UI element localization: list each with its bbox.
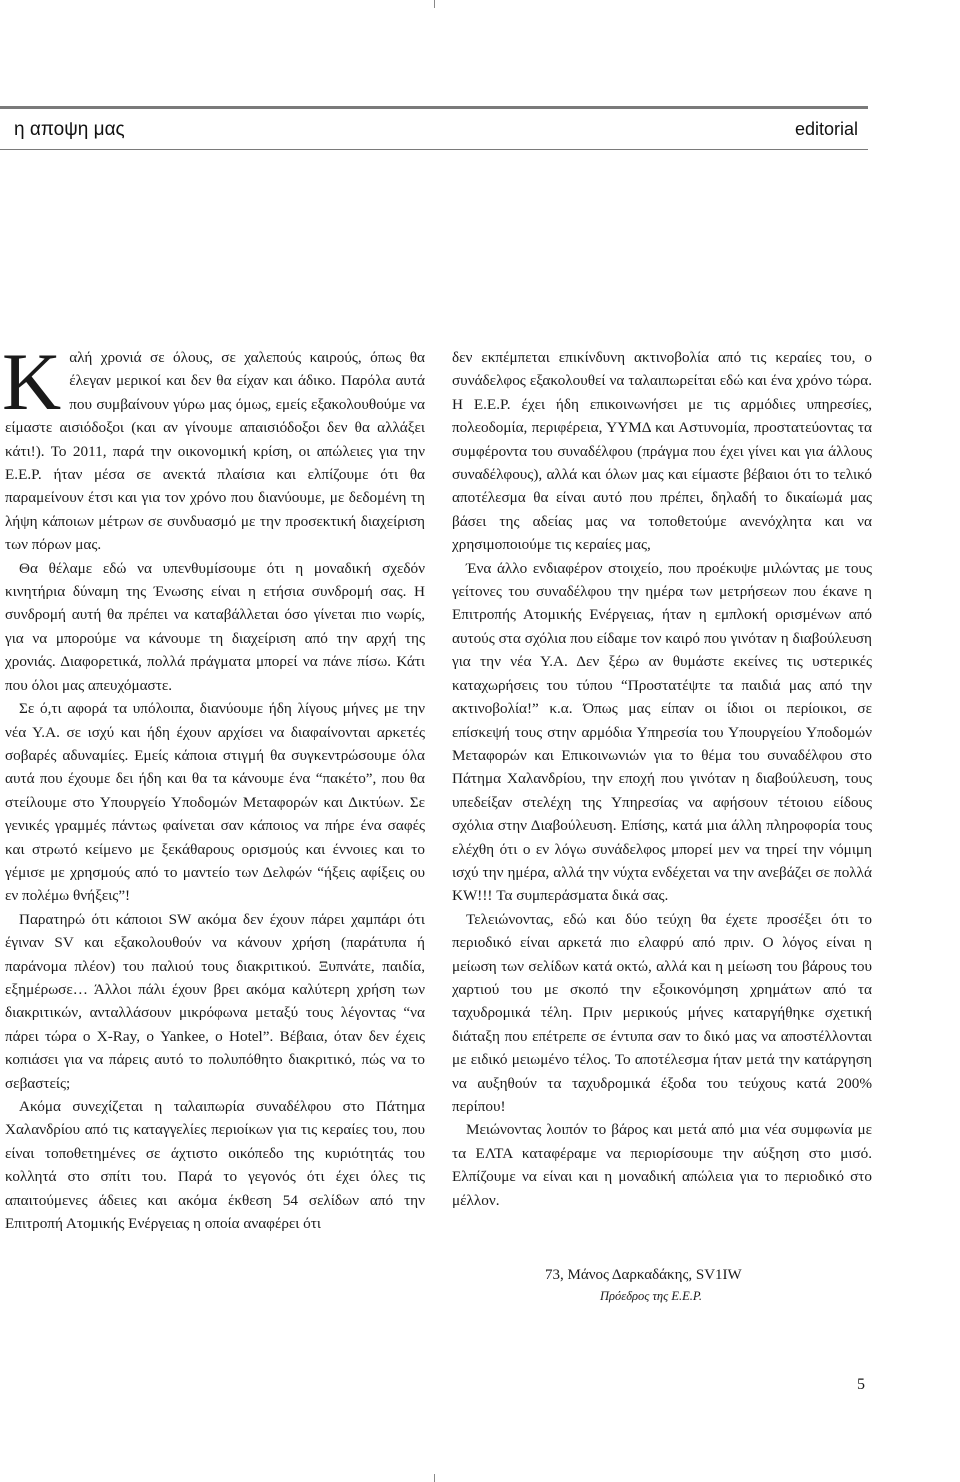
article-paragraph: Παρατηρώ ότι κάποιοι SW ακόμα δεν έχουν πάρει χαμπάρι ότι έγιναν SV και εξακολουθούν να κάνουν χρήση (παράτυπα ή παράνομα πλέον) του παλιού τους διακριτικού. Ξυπνάτε, παιδία, εξημέρωσε… Άλλοι πάλι έχουν βρει ακόμα καλύτερη χρήση των διακριτικών, ανταλλάσουν μικρόφωνα μεταξύ τους λέγοντας “να πάρει τώρα ο X-Ray, ο Yankee, ο Hotel”. Βέβαια, όταν δεν έχεις κοπιάσει για να πάρεις αυτό το πολυπόθητο διακριτικό, πώς να το σεβαστείς; xyxy=(5,910,425,1092)
crop-mark-bottom xyxy=(434,1474,435,1482)
article-paragraph: δεν εκπέμπεται επικίνδυνη ακτινοβολία από τις κεραίες του, ο συνάδελφος εξακολουθεί να ταλαιπωρείται εδώ και ένα χρόνο τώρα. Η Ε.Ε.Ρ. έχει ήδη επικοινωνήσει με τις αρμόδιες υπηρεσίες, πολεοδομία, περιφέρεια, ΥΥΜΔ και Αστυνομία, προστατεύοντας τα συμφέροντα του συναδέλφου (πράγμα που έχει γίνει και για άλλους συναδέλφους), αλλά και όλων μας και είμαστε βέβαιοι ότι το τελικό αποτέλεσμα θα είναι αυτό που πρέπει, δηλαδή το δικαίωμά μας βάσει της αδείας μας να τοποθετούμε ανενόχλητα και να χρησιμοποιούμε τις κεραίες μας, xyxy=(452,349,872,554)
article-paragraph: Ένα άλλο ενδιαφέρον στοιχείο, που προέκυψε μιλώντας με τους γείτονες του συναδέλφου την ημέρα των μετρήσεων που έκανε η Επιτροπής Ατομικής Ενέργειας, ήταν η εμπλοκή ορισμένων από αυτούς στα σχόλια που είδαμε τον καιρό που γινόταν η διαβούλευση για την νέα Υ.Α. Δεν ξέρω αν θυμάστε εκείνες τις υστερικές καταχωρήσεις του τύπου “Προστατέψτε τα παιδιά μας από την ακτινοβολία!” κ.α. Όπως μας είπαν οι ίδιοι οι περίοικοι, σε επίσκεψή τους στην αρμόδια Υπηρεσία του Υπουργείου Υποδομών Μεταφορών και Επικοινωνιών για το θέμα του συναδέλφου στο Πάτημα Χαλανδρίου, την εποχή που γινόταν η διαβούλευση, τους υπεδείξαν στελέχη της Υπηρεσίας να αφήσουν τέτοιου είδους σχόλια στην Διαβούλευση. Επίσης, κατά μια άλλη πληροφορία τους ελέχθη ότι ο εν λόγω συνάδελφος μπορεί μεν να τηρεί την νόμιμη ισχύ την ημέρα, αλλά την νύχτα ενδέχεται να την ανεβάζει σε πολλά KW!!! Τα συμπεράσματα δικά σας. xyxy=(452,559,872,905)
article-paragraph: Ακόμα συνεχίζεται η ταλαιπωρία συναδέλφου στο Πάτημα Χαλανδρίου από τις καταγγελίες περιοίκων για τις κεραίες του, που είναι τοποθετημένες σε άχτιστο οικόπεδο της κυριότητάς του κολλητά στο σπίτι του. Παρά το γεγονός ότι έχει όλες τις απαιτούμενες άδειες και ακόμα έκθεση 54 σελίδων από την Επιτροπή Ατομικής Ενέργειας η οποία αναφέρει ότι xyxy=(5,1098,425,1233)
section-label: editorial xyxy=(794,119,858,139)
page-number: 5 xyxy=(857,1376,865,1393)
article-paragraph: Σε ό,τι αφορά τα υπόλοιπα, διανύουμε ήδη λίγους μήνες με την νέα Υ.Α. σε ισχύ και ήδη έχουν αρχίσει να διαφαίνονται αρκετές σοβαρές αδυναμίες. Εμείς κάποια στιγμή θα συγκεντρώσουμε όλα αυτά που έχουμε δει ήδη και θα τα κάνουμε ένα “πακέτο”, που θα στείλουμε στο Υπουργείο Υποδομών Μεταφορών και Δικτύων. Σε γενικές γραμμές πάντως φαίνεται σαν κάποιος να πήρε ένα σαφές και στρωτό κείμενο με ξεκάθαρους ορισμούς και έννοιες και το γέμισε με χρησμούς από το μαντείο των Δελφών “ήξεις αφίξεις ου εν πολέμω θνήξεις”! xyxy=(5,700,425,905)
article-column-right xyxy=(452,346,872,1212)
author-role: Πρόεδρος της Ε.Ε.Ρ. xyxy=(600,1289,703,1303)
article-paragraph: Θα θέλαμε εδώ να υπενθυμίσουμε ότι η μοναδική σχεδόν κινητήρια δύναμη της Ένωσης είναι η ετήσια συνδρομή σας. Η συνδρομή αυτή θα πρέπει να καταβάλλεται όσο γίνεται πιο νωρίς, για να μπορούμε να κάνουμε τη διαχείριση από την αρχή της χρονιάς. Διαφορετικά, πολλά πράγματα μπορεί να πάνε πίσω. Κάτι που όλοι μας απευχόμαστε. xyxy=(5,559,425,694)
page-header xyxy=(0,106,868,150)
article-column-left xyxy=(2,336,425,1235)
article-paragraph: Καλή χρονιά σε όλους, σε χαλεπούς καιρούς, όπως θα έλεγαν μερικοί και δεν θα είχαν και άδικο. Παρόλα αυτά που συμβαίνουν γύρω μας όμως, εμείς εξακολουθούμε να είμαστε αισιόδοξοι (και αν γίνουμε απαισιόδοξοι δεν θα αλλάξει κάτι!). Το 2011, παρά την οικονομική κρίση, οι απώλειες για την Ε.Ε.Ρ. ήταν μέσα σε ανεκτά πλαίσια και ελπίζουμε ότι θα παραμείνουν έτσι και για τον χρόνο που διανύουμε, με δεδομένη τη λήψη κάποιων μέτρων σε συνδυασμό με την προσεκτική διαχείριση των πόρων μας. xyxy=(2,336,425,554)
article-paragraph: Μειώνοντας λοιπόν το βάρος και μετά από μια νέα συμφωνία με τα ΕΛΤΑ καταφέραμε να περιορίσουμε την αύξηση στο μισό. Ελπίζουμε να είναι και η μοναδική απώλεια για το περιοδικό στο μέλλον. xyxy=(452,1121,872,1209)
section-title: η αποψη μας xyxy=(14,119,125,140)
crop-mark-top xyxy=(434,0,435,8)
drop-cap: Κ xyxy=(2,336,62,427)
article-paragraph: Τελειώνοντας, εδώ και δύο τεύχη θα έχετε προσέξει ότι το περιοδικό είναι αρκετά πιο ελαφρύ από πριν. Ο λόγος είναι η μείωση των σελίδων κατά οκτώ, αλλά και η μείωση του βάρους του χαρτιού του με σκοπό την εξοικονόμηση χρημάτων από τα ταχυδρομικά τέλη. Πριν μερικούς μήνες καταργήθηκε σχετική διάταξη που επέτρεπε σε έντυπα σαν το δικό μας να αποστέλλονται με ειδικό μειωμένο τέλος. Το αποτέλεσμα ήταν μετά την κατάργηση να αυξηθούν τα ταχυδρομικά έξοδα του τεύχους κατά 200% περίπου! xyxy=(452,910,872,1115)
author-signature: 73, Μάνος Δαρκαδάκης, SV1IW xyxy=(545,1267,742,1283)
